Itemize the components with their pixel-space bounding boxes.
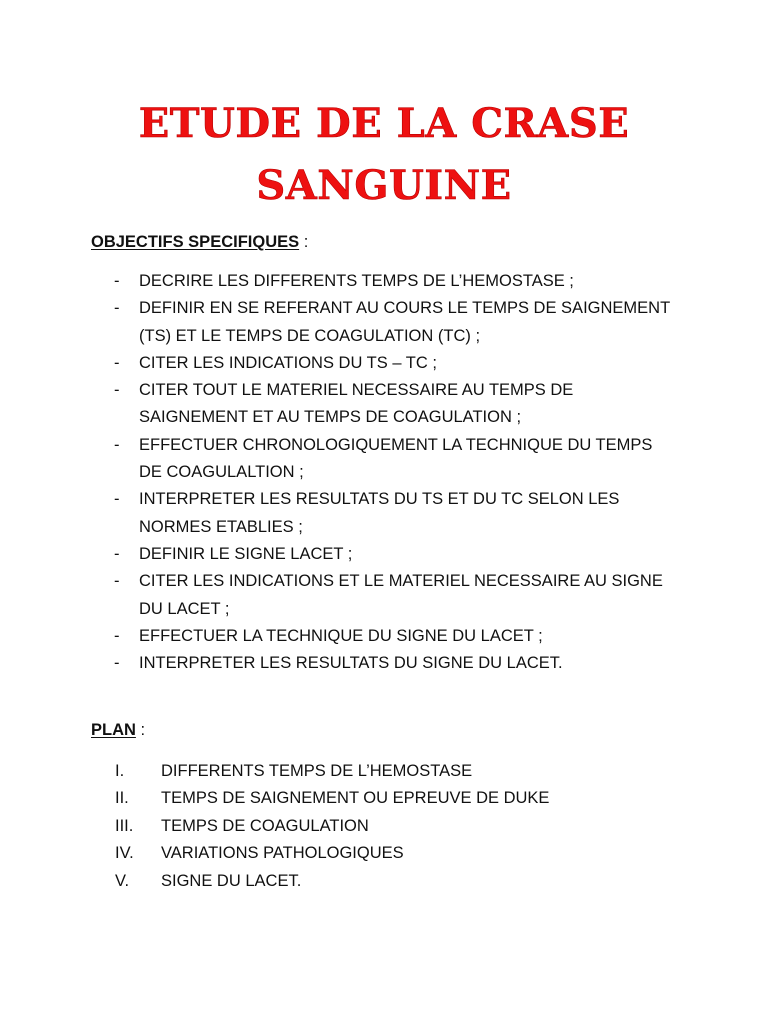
objective-item xyxy=(0,650,699,677)
plan-item-text: SIGNE DU LACET. xyxy=(161,871,302,890)
objectives-list xyxy=(0,268,768,677)
list-dash: - xyxy=(114,381,120,400)
plan-item xyxy=(0,758,768,785)
objective-text-line: (TS) ET LE TEMPS DE COAGULATION (TC) ; xyxy=(139,326,481,345)
objectives-heading xyxy=(91,233,308,252)
document-title-line-1: ETUDE DE LA CRASE xyxy=(138,100,630,147)
list-dash: - xyxy=(114,435,120,454)
plan-item-number: V. xyxy=(115,871,130,890)
objective-text-line: SAIGNEMENT ET AU TEMPS DE COAGULATION ; xyxy=(139,408,522,427)
objective-text-line: EFFECTUER CHRONOLOGIQUEMENT LA TECHNIQUE DU TEMPS xyxy=(139,435,653,454)
objective-text-line: DEFINIR LE SIGNE LACET ; xyxy=(139,544,353,563)
objective-item xyxy=(0,350,699,377)
plan-heading-colon: : xyxy=(135,721,146,739)
plan-item-number: III. xyxy=(115,816,134,835)
document-title-line-2: SANGUINE xyxy=(256,162,512,209)
objective-text-line: DECRIRE LES DIFFERENTS TEMPS DE L’HEMOSTASE ; xyxy=(139,272,574,290)
objective-text-line: INTERPRETER LES RESULTATS DU TS ET DU TC SELON LES xyxy=(139,490,620,509)
list-dash: - xyxy=(114,654,120,673)
objectives-heading-text: OBJECTIFS SPECIFIQUES xyxy=(91,233,300,251)
plan-item xyxy=(0,785,768,812)
list-dash: - xyxy=(114,490,120,509)
plan-item xyxy=(0,813,768,840)
objective-text-line: DE COAGULALTION ; xyxy=(139,463,304,482)
list-dash: - xyxy=(114,544,120,563)
plan-item xyxy=(0,868,768,895)
plan-heading xyxy=(91,721,145,740)
objective-text-line: EFFECTUER LA TECHNIQUE DU SIGNE DU LACET ; xyxy=(139,626,543,645)
list-dash: - xyxy=(114,299,120,318)
objective-text-line: DEFINIR EN SE REFERANT AU COURS LE TEMPS DE SAIGNEMENT xyxy=(139,299,671,318)
objective-item xyxy=(0,541,699,568)
list-dash: - xyxy=(114,272,120,290)
objectives-heading-colon: : xyxy=(299,233,309,251)
objective-item xyxy=(0,377,699,432)
plan-item-text: DIFFERENTS TEMPS DE L’HEMOSTASE xyxy=(161,762,473,780)
objective-item xyxy=(0,268,699,295)
plan-item-number: II. xyxy=(115,789,129,808)
objective-item xyxy=(0,568,699,623)
plan-item-text: TEMPS DE SAIGNEMENT OU EPREUVE DE DUKE xyxy=(161,789,550,808)
objective-item xyxy=(0,432,699,487)
objective-text-line: INTERPRETER LES RESULTATS DU SIGNE DU LACET. xyxy=(139,654,563,673)
objective-text-line: DU LACET ; xyxy=(139,599,230,618)
plan-item-text: TEMPS DE COAGULATION xyxy=(161,816,369,835)
objective-item xyxy=(0,295,699,350)
plan-item-text: VARIATIONS PATHOLOGIQUES xyxy=(161,844,404,863)
objective-text-line: CITER LES INDICATIONS ET LE MATERIEL NECESSAIRE AU SIGNE xyxy=(139,572,663,591)
objective-item xyxy=(0,486,699,541)
plan-item-number: I. xyxy=(115,762,125,780)
list-dash: - xyxy=(114,626,120,645)
list-dash: - xyxy=(114,353,120,372)
objective-text-line: CITER LES INDICATIONS DU TS – TC ; xyxy=(139,353,437,372)
plan-item-number: IV. xyxy=(115,844,134,863)
plan-item xyxy=(0,840,768,867)
list-dash: - xyxy=(114,572,120,591)
objective-text-line: CITER TOUT LE MATERIEL NECESSAIRE AU TEMPS DE xyxy=(139,381,574,400)
plan-heading-text: PLAN xyxy=(91,721,136,739)
plan-list xyxy=(0,758,768,895)
objective-item xyxy=(0,623,699,650)
objective-text-line: NORMES ETABLIES ; xyxy=(139,517,303,536)
